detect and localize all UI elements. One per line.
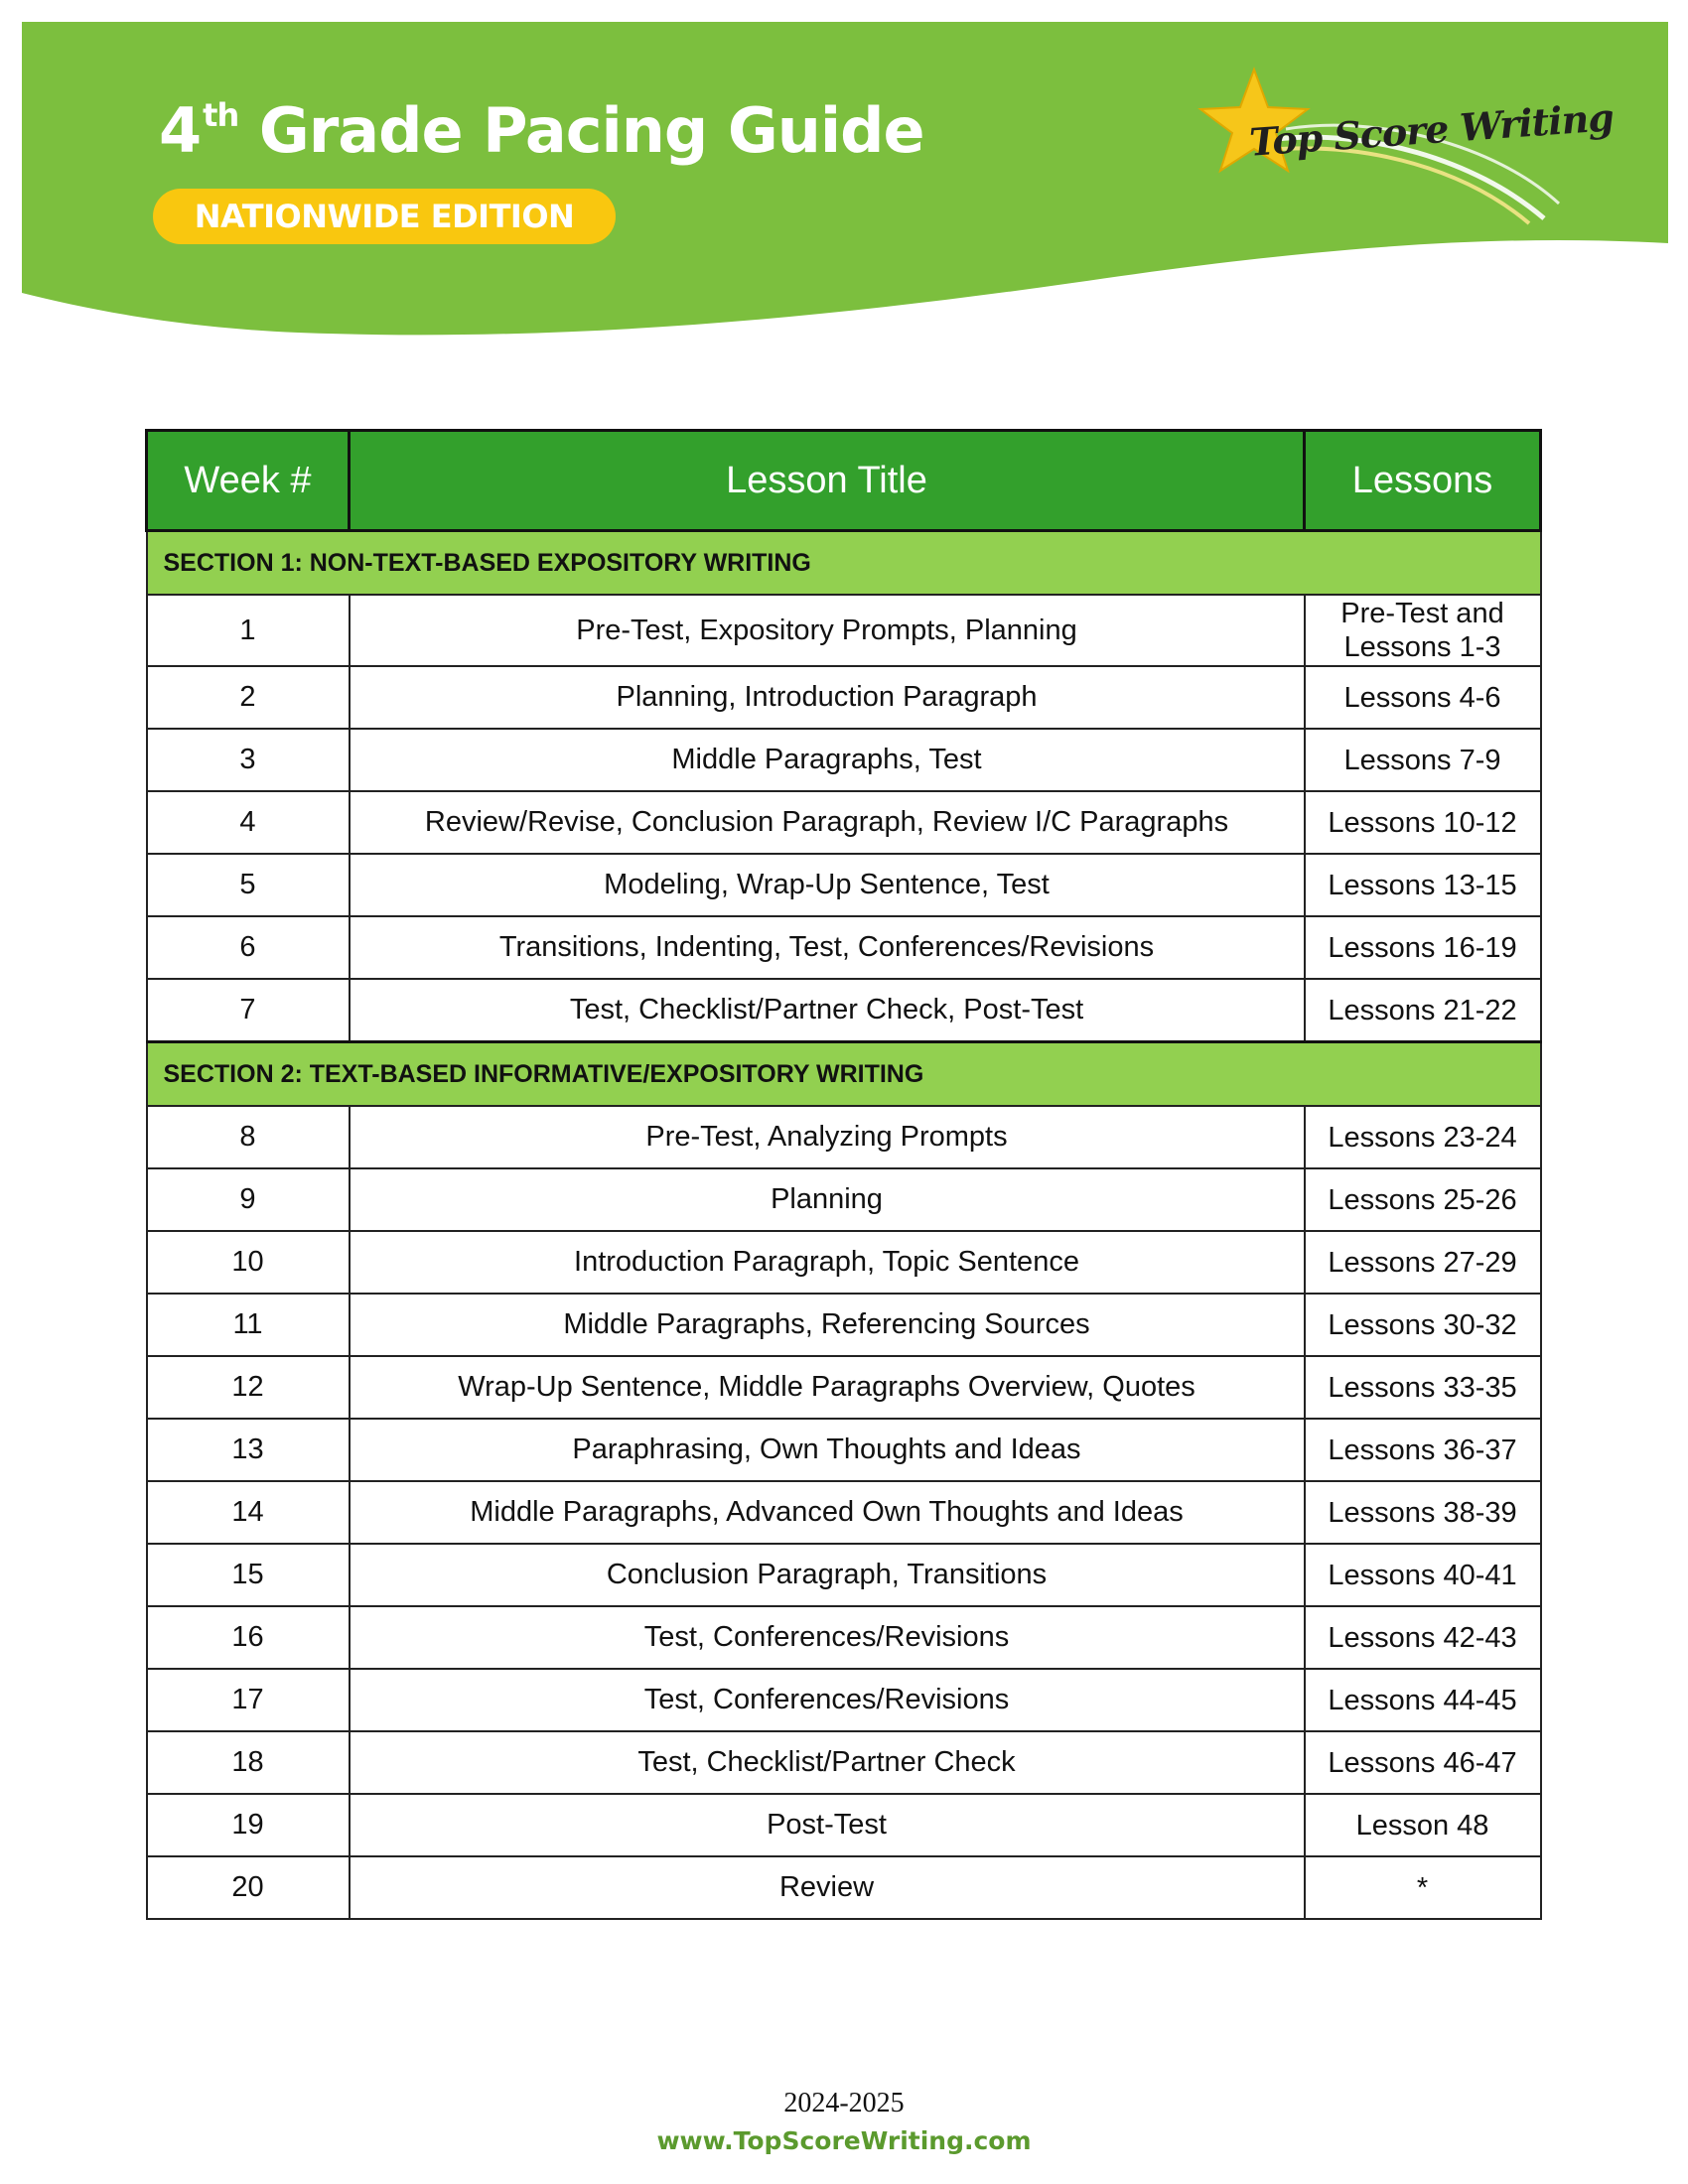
table-row	[147, 1106, 1541, 1168]
lesson-title-cell: Planning, Introduction Paragraph	[350, 666, 1305, 729]
section-header-row	[147, 531, 1541, 596]
logo-text: Top Score Writing	[1247, 94, 1616, 165]
lessons-cell: Lessons 16-19	[1305, 916, 1541, 979]
lesson-title-cell: Wrap-Up Sentence, Middle Paragraphs Overview, Quotes	[350, 1356, 1305, 1419]
lesson-title-cell: Transitions, Indenting, Test, Conferences/Revisions	[350, 916, 1305, 979]
table-row	[147, 1794, 1541, 1856]
table-row	[147, 1231, 1541, 1294]
table-row	[147, 1544, 1541, 1606]
table-row	[147, 1731, 1541, 1794]
week-cell: 4	[147, 791, 350, 854]
lessons-cell: Lessons 23-24	[1305, 1106, 1541, 1168]
table-row	[147, 979, 1541, 1042]
week-cell: 11	[147, 1294, 350, 1356]
table-row	[147, 1294, 1541, 1356]
week-cell: 2	[147, 666, 350, 729]
lessons-cell: Lesson 48	[1305, 1794, 1541, 1856]
table-row	[147, 666, 1541, 729]
week-cell: 8	[147, 1106, 350, 1168]
week-cell: 18	[147, 1731, 350, 1794]
table-row	[147, 595, 1541, 666]
lesson-title-cell: Middle Paragraphs, Test	[350, 729, 1305, 791]
lesson-title-cell: Middle Paragraphs, Referencing Sources	[350, 1294, 1305, 1356]
week-cell: 1	[147, 595, 350, 666]
table-row	[147, 1419, 1541, 1481]
lesson-title-cell: Review	[350, 1856, 1305, 1919]
lessons-cell: Lessons 42-43	[1305, 1606, 1541, 1669]
lessons-cell: Lessons 21-22	[1305, 979, 1541, 1042]
week-cell: 14	[147, 1481, 350, 1544]
lesson-title-cell: Test, Conferences/Revisions	[350, 1606, 1305, 1669]
lessons-cell: Lessons 36-37	[1305, 1419, 1541, 1481]
table-row	[147, 1481, 1541, 1544]
week-cell: 19	[147, 1794, 350, 1856]
lesson-title-cell: Test, Checklist/Partner Check	[350, 1731, 1305, 1794]
lessons-cell: Lessons 44-45	[1305, 1669, 1541, 1731]
lessons-cell: Lessons 13-15	[1305, 854, 1541, 916]
lesson-title-cell: Test, Checklist/Partner Check, Post-Test	[350, 979, 1305, 1042]
section-title: SECTION 1: NON-TEXT-BASED EXPOSITORY WRITING	[147, 531, 1541, 596]
column-header-lesson-title: Lesson Title	[350, 431, 1305, 531]
lessons-cell: Lessons 30-32	[1305, 1294, 1541, 1356]
lessons-cell: Lessons 10-12	[1305, 791, 1541, 854]
week-cell: 7	[147, 979, 350, 1042]
lesson-title-cell: Pre-Test, Analyzing Prompts	[350, 1106, 1305, 1168]
week-cell: 15	[147, 1544, 350, 1606]
lesson-title-cell: Modeling, Wrap-Up Sentence, Test	[350, 854, 1305, 916]
lessons-cell: Lessons 40-41	[1305, 1544, 1541, 1606]
edition-badge: NATIONWIDE EDITION	[153, 189, 616, 244]
section-title: SECTION 2: TEXT-BASED INFORMATIVE/EXPOSITORY WRITING	[147, 1042, 1541, 1107]
lesson-title-cell: Conclusion Paragraph, Transitions	[350, 1544, 1305, 1606]
week-cell: 5	[147, 854, 350, 916]
lessons-cell: Lessons 38-39	[1305, 1481, 1541, 1544]
lessons-cell: Lessons 46-47	[1305, 1731, 1541, 1794]
column-header-lessons: Lessons	[1305, 431, 1541, 531]
lessons-cell: Lessons 25-26	[1305, 1168, 1541, 1231]
week-cell: 13	[147, 1419, 350, 1481]
footer-year: 2024-2025	[783, 2088, 905, 2118]
lesson-title-cell: Middle Paragraphs, Advanced Own Thoughts and Ideas	[350, 1481, 1305, 1544]
week-cell: 3	[147, 729, 350, 791]
week-cell: 20	[147, 1856, 350, 1919]
lesson-title-cell: Test, Conferences/Revisions	[350, 1669, 1305, 1731]
lessons-cell: Pre-Test and Lessons 1-3	[1305, 595, 1541, 666]
table-row	[147, 854, 1541, 916]
lesson-title-cell: Planning	[350, 1168, 1305, 1231]
lessons-cell: Lessons 33-35	[1305, 1356, 1541, 1419]
table-row	[147, 1356, 1541, 1419]
lessons-cell: Lessons 7-9	[1305, 729, 1541, 791]
lesson-title-cell: Pre-Test, Expository Prompts, Planning	[350, 595, 1305, 666]
week-cell: 16	[147, 1606, 350, 1669]
table-row	[147, 1856, 1541, 1919]
table-row	[147, 729, 1541, 791]
week-cell: 12	[147, 1356, 350, 1419]
lessons-cell: Lessons 27-29	[1305, 1231, 1541, 1294]
table-header-row	[147, 431, 1541, 531]
week-cell: 17	[147, 1669, 350, 1731]
pacing-table	[145, 429, 1542, 1920]
week-cell: 6	[147, 916, 350, 979]
lesson-title-cell: Paraphrasing, Own Thoughts and Ideas	[350, 1419, 1305, 1481]
page-title: 4th Grade Pacing Guide	[159, 94, 924, 167]
lesson-title-cell: Introduction Paragraph, Topic Sentence	[350, 1231, 1305, 1294]
week-cell: 10	[147, 1231, 350, 1294]
lesson-title-cell: Post-Test	[350, 1794, 1305, 1856]
table-row	[147, 1606, 1541, 1669]
week-cell: 9	[147, 1168, 350, 1231]
table-row	[147, 1669, 1541, 1731]
column-header-week: Week #	[147, 431, 350, 531]
lessons-cell: Lessons 4-6	[1305, 666, 1541, 729]
footer-website-link[interactable]: www.TopScoreWriting.com	[656, 2126, 1032, 2155]
lesson-title-cell: Review/Revise, Conclusion Paragraph, Review I/C Paragraphs	[350, 791, 1305, 854]
table-row	[147, 916, 1541, 979]
section-header-row	[147, 1042, 1541, 1107]
table-row	[147, 791, 1541, 854]
table-row	[147, 1168, 1541, 1231]
lessons-cell: *	[1305, 1856, 1541, 1919]
